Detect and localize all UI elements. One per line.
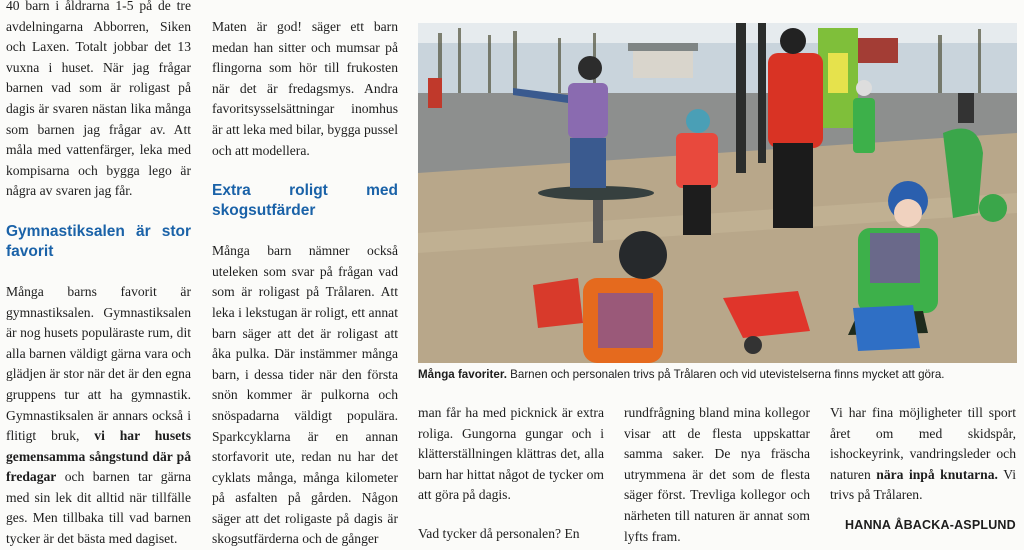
paragraph: Många barn nämner också uteleken som svar på frågan vad som är roligast på Trålaren. Att leka i lekstugan är roligt, ett annat barn säger att det är roligast att åka pulka. Där instämmer många barn, i dessa tider när den första snön kommer är pulkorna och snöspadarna väldigt populära. Sparkcyklarna är en annan storfavorit ute, redan nu har det cyklats många, många kilometer på asfalten på gården. Någon säger att det roligaste på dagis är skogsutfärderna och de gånger (212, 243, 398, 547)
paragraph: man får ha med picknick är extra roliga. Gungorna gungar och i klätterställningen klättras det, alla barn har hittat något de tycker om att göra på dagis. (418, 405, 604, 503)
article-column-3 (418, 403, 604, 545)
subheading: Extra roligt med skogsutfärder (212, 182, 398, 220)
paragraph: Många barns favorit är gymnastiksalen. Gymnastiksalen är nog husets populäraste rum, dit alla barnen väldigt gärna vara och glädjen är stor när det är den egna gruppens tur att ha gymnastik. Gymnastiksalen är annars också i flitigt bruk, vi har husets gemensamma sångstund där på fredagar och barnen tar gärna med sin lek dit alltid när tillfälle ges. Men tillbaka till vad barnen tycker är det bästa med dagiset. (6, 283, 192, 547)
subheading: Gymnastiksalen är stor favorit (6, 222, 191, 260)
playground-photo (418, 23, 1017, 363)
author-byline: HANNA ÅBACKA-ASPLUND (845, 518, 1016, 532)
paragraph: 40 barn i åldrarna 1-5 på de tre avdelningarna Abborren, Siken och Laxen. Totalt jobbar det 13 vuxna i huset. När jag frågar barnen vad som är roligast på dagis är svaren nästan lika många som barnen jag frågar av. Att måla med vattenfärger, leka med kompisarna och bygga lego är några av svaren jag får. (6, 0, 191, 199)
article-column-1 (6, 0, 191, 550)
paragraph: Vi har fina möjligheter till sport året om med skidspår, ishockeyrink, vandringsleder och naturen nära inpå knutarna. Vi trivs på Trålaren. (830, 405, 1016, 503)
paragraph: Maten är god! säger ett barn medan han sitter och mumsar på flingorna som hör till frukosten när det är fredagsmys. Andra favoritsysselsättningar inomhus är att leka med bilar, bygga pussel och att modellera. (212, 19, 398, 158)
photo-caption: Många favoriter. Barnen och personalen trivs på Trålaren och vid utevistelserna finns mycket att göra. (418, 368, 945, 381)
paragraph: Vad tycker då personalen? En (418, 525, 580, 541)
article-column-4 (624, 403, 810, 547)
article-column-5 (830, 403, 1016, 506)
article-column-2 (212, 17, 398, 550)
paragraph: rundfrågning bland mina kollegor visar att de flesta uppskattar samma saker. De nya fräscha utrymmena är det som de flesta säger först. Trevliga kollegor och närheten till naturen är annat som lyfts fram. (624, 405, 810, 544)
